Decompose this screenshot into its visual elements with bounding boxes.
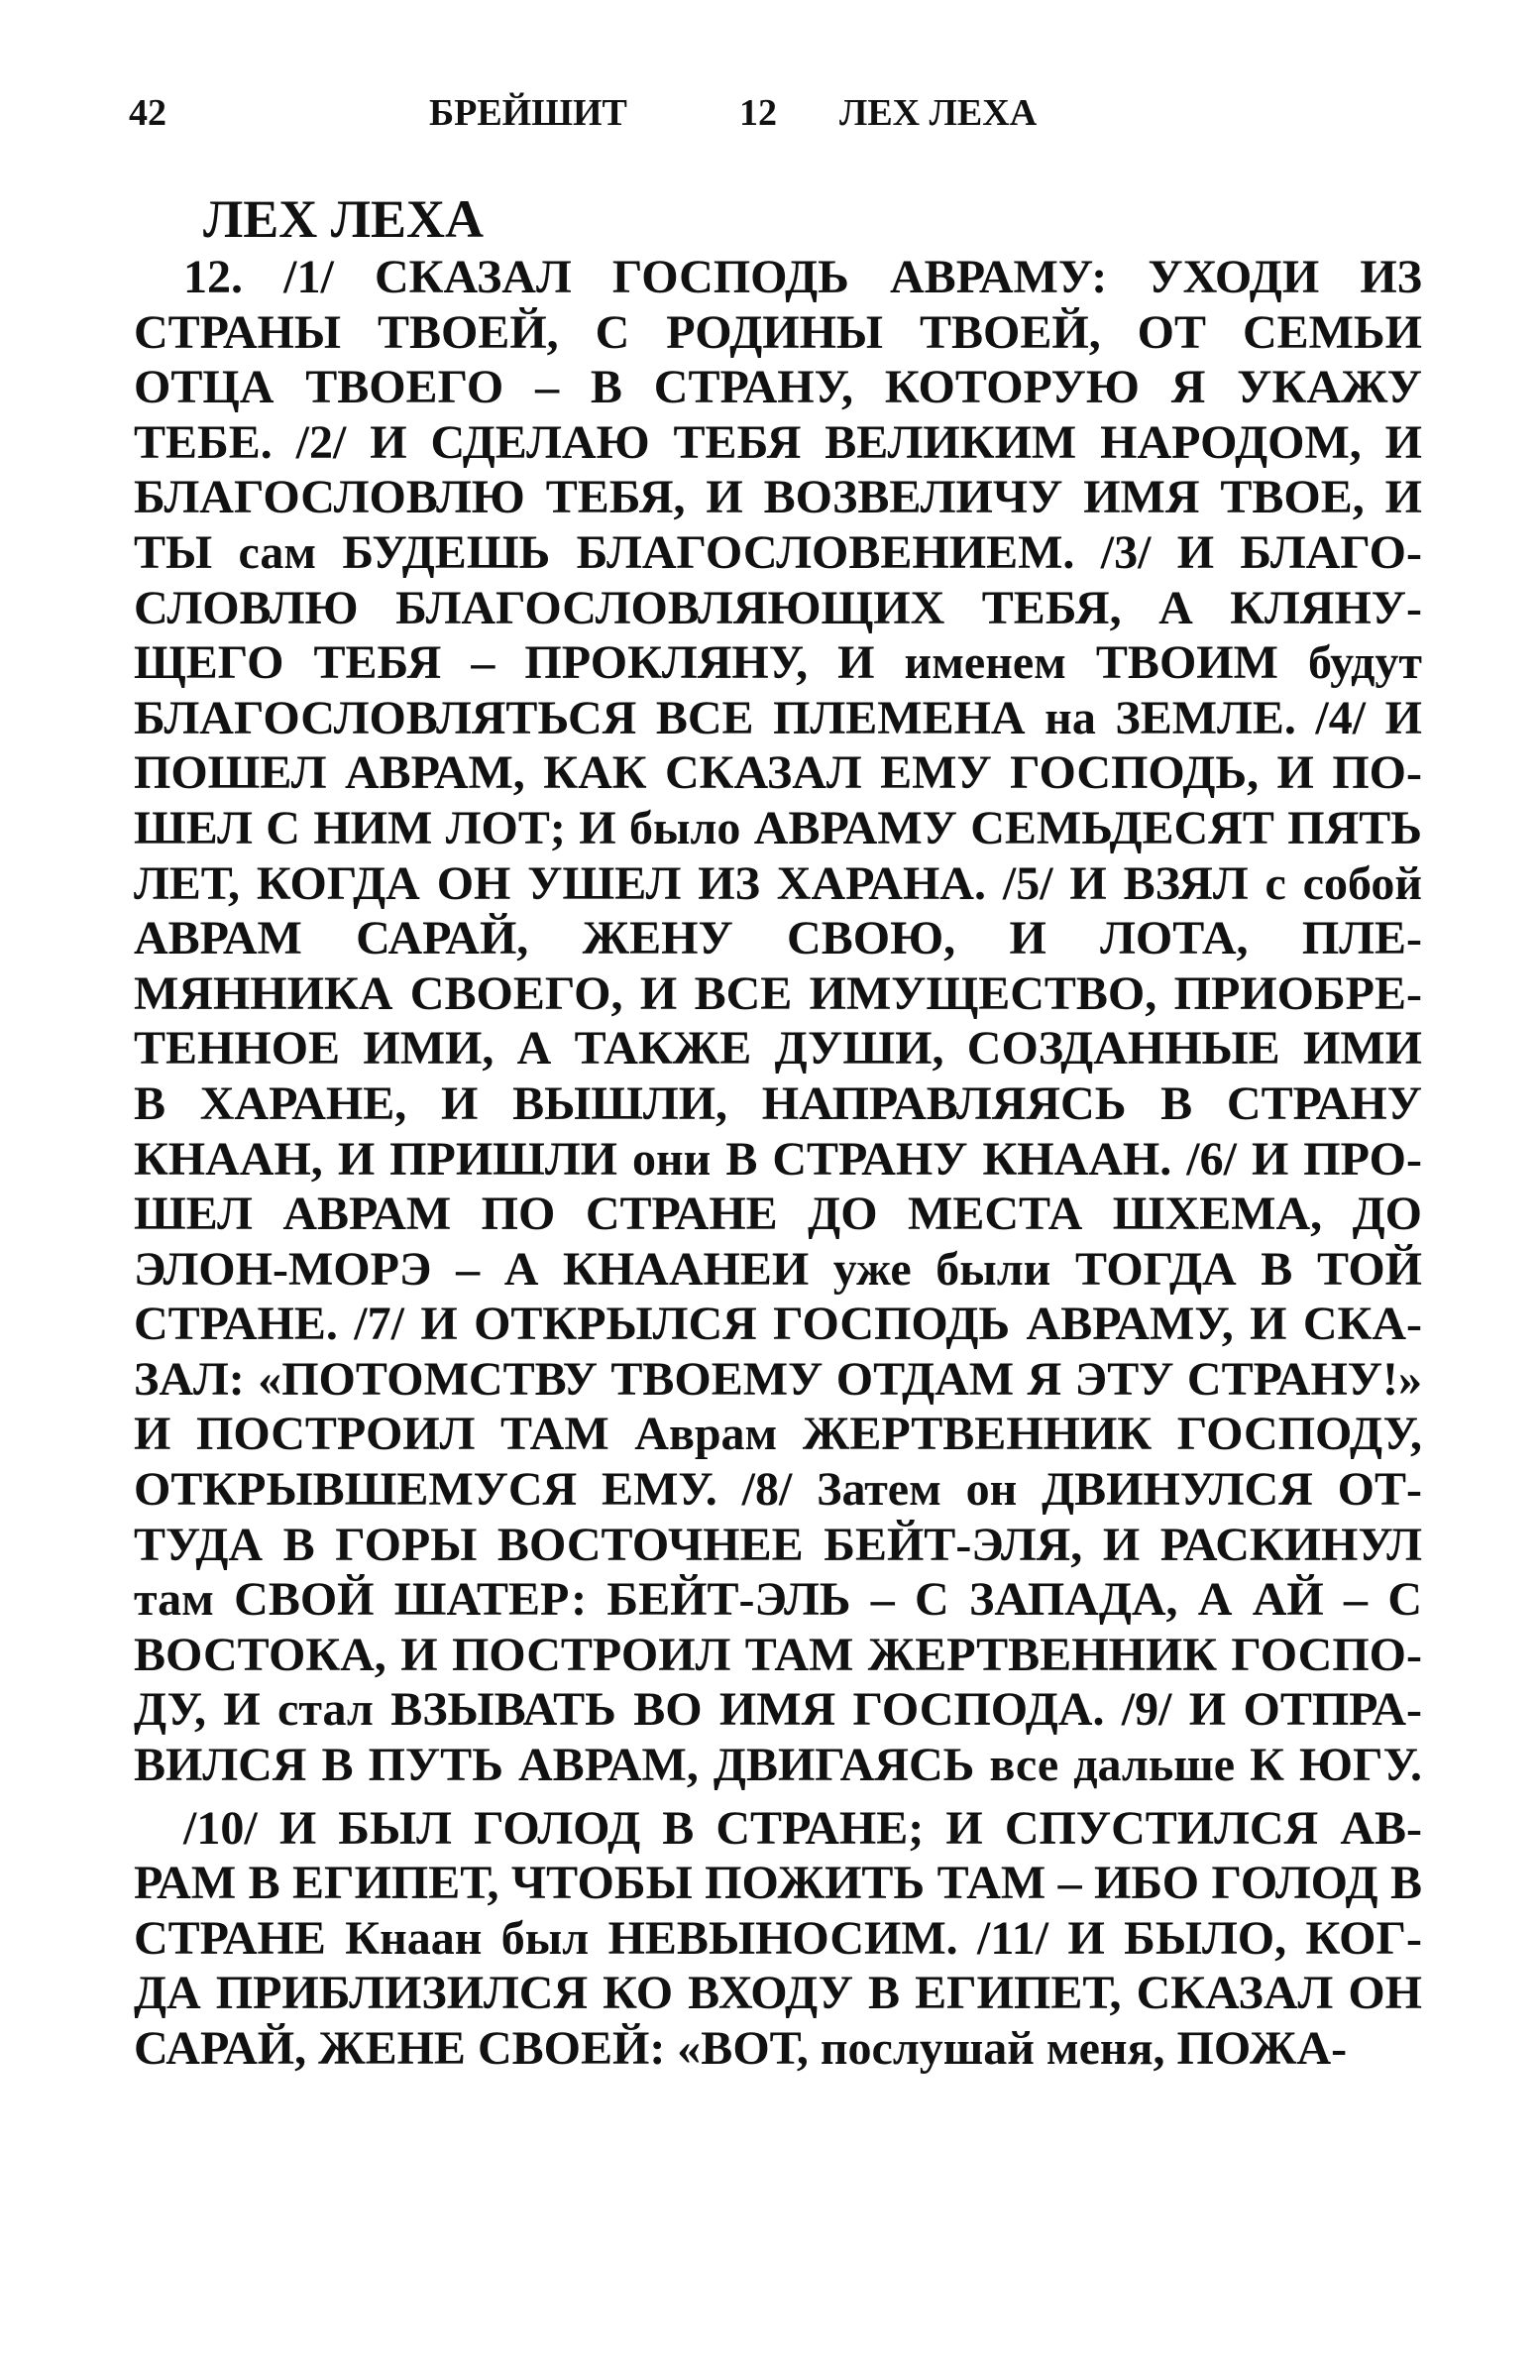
- text-line: СТРАНЕ Кнаан был НЕВЫНОСИМ. /11/ И БЫЛО, КОГ-: [134, 1911, 1422, 1965]
- text-line: ШЕЛ С НИМ ЛОТ; И было АВРАМУ СЕМЬДЕСЯТ ПЯТЬ: [134, 801, 1422, 854]
- body-text: [134, 250, 1422, 2077]
- text-line: ВОСТОКА, И ПОСТРОИЛ ТАМ ЖЕРТВЕННИК ГОСПО-: [134, 1628, 1422, 1681]
- text-line: СЛОВЛЮ БЛАГОСЛОВЛЯЮЩИХ ТЕБЯ, А КЛЯНУ-: [134, 581, 1422, 634]
- text-line: ЛЕТ, КОГДА ОН УШЕЛ ИЗ ХАРАНА. /5/ И ВЗЯЛ с собой: [134, 856, 1422, 910]
- text-line: СТРАНЫ ТВОЕЙ, С РОДИНЫ ТВОЕЙ, ОТ СЕМЬИ: [134, 305, 1422, 359]
- text-line: И ПОСТРОИЛ ТАМ Аврам ЖЕРТВЕННИК ГОСПОДУ,: [134, 1408, 1422, 1461]
- book-title: БРЕЙШИТ: [429, 92, 627, 134]
- text-line: В ХАРАНЕ, И ВЫШЛИ, НАПРАВЛЯЯСЬ В СТРАНУ: [134, 1077, 1422, 1130]
- text-line: 12. /1/ СКАЗАЛ ГОСПОДЬ АВРАМУ: УХОДИ ИЗ: [183, 251, 1422, 303]
- text-line: /10/ И БЫЛ ГОЛОД В СТРАНЕ; И СПУСТИЛСЯ АВ-: [183, 1801, 1422, 1855]
- text-line: САРАЙ, ЖЕНЕ СВОЕЙ: «ВОТ, послушай меня, ПОЖА-: [134, 2022, 1348, 2075]
- text-line: РАМ В ЕГИПЕТ, ЧТОБЫ ПОЖИТЬ ТАМ – ИБО ГОЛОД В: [134, 1857, 1422, 1910]
- text-line: ТУДА В ГОРЫ ВОСТОЧНЕЕ БЕЙТ-ЭЛЯ, И РАСКИНУЛ: [134, 1518, 1422, 1571]
- text-line: ТЫ сам БУДЕШЬ БЛАГОСЛОВЕНИЕМ. /3/ И БЛАГО-: [134, 525, 1422, 579]
- text-line: ШЕЛ АВРАМ ПО СТРАНЕ ДО МЕСТА ШХЕМА, ДО: [134, 1188, 1422, 1241]
- text-line: БЛАГОСЛОВЛЯТЬСЯ ВСЕ ПЛЕМЕНА на ЗЕМЛЕ. /4/ И: [134, 691, 1422, 744]
- text-line: КНААН, И ПРИШЛИ они В СТРАНУ КНААН. /6/ И ПРО-: [134, 1132, 1422, 1186]
- text-line: АВРАМ САРАЙ, ЖЕНУ СВОЮ, И ЛОТА, ПЛЕ-: [134, 912, 1422, 965]
- text-line: ДА ПРИБЛИЗИЛСЯ КО ВХОДУ В ЕГИПЕТ, СКАЗАЛ ОН: [134, 1967, 1422, 2020]
- text-line: ТЕННОЕ ИМИ, А ТАКЖЕ ДУШИ, СОЗДАННЫЕ ИМИ: [134, 1022, 1422, 1076]
- parsha-title: ЛЕХ ЛЕХА: [839, 92, 1038, 134]
- text-line: ПОШЕЛ АВРАМ, КАК СКАЗАЛ ЕМУ ГОСПОДЬ, И ПО-: [134, 746, 1422, 800]
- text-line: ТЕБЕ. /2/ И СДЕЛАЮ ТЕБЯ ВЕЛИКИМ НАРОДОМ, И: [134, 415, 1422, 469]
- text-line: ЩЕГО ТЕБЯ – ПРОКЛЯНУ, И именем ТВОИМ будут: [134, 636, 1422, 690]
- text-line: СТРАНЕ. /7/ И ОТКРЫЛСЯ ГОСПОДЬ АВРАМУ, И СКА-: [134, 1298, 1422, 1351]
- chapter-number: 12: [739, 92, 777, 134]
- running-header: [129, 91, 1417, 141]
- text-line: ОТКРЫВШЕМУСЯ ЕМУ. /8/ Затем он ДВИНУЛСЯ ОТ-: [134, 1463, 1422, 1517]
- text-line: ЭЛОН-МОРЭ – А КНААНЕИ уже были ТОГДА В ТОЙ: [134, 1242, 1422, 1296]
- text-line: МЯННИКА СВОЕГО, И ВСЕ ИМУЩЕСТВО, ПРИОБРЕ-: [134, 966, 1422, 1020]
- text-line: ЗАЛ: «ПОТОМСТВУ ТВОЕМУ ОТДАМ Я ЭТУ СТРАНУ!»: [134, 1352, 1422, 1406]
- text-line: там СВОЙ ШАТЕР: БЕЙТ-ЭЛЬ – С ЗАПАДА, А АЙ – С: [134, 1573, 1422, 1627]
- text-line: ДУ, И стал ВЗЫВАТЬ ВО ИМЯ ГОСПОДА. /9/ И ОТПРА-: [134, 1683, 1422, 1737]
- section-title: ЛЕХ ЛЕХА: [203, 189, 484, 249]
- text-line: ОТЦА ТВОЕГО – В СТРАНУ, КОТОРУЮ Я УКАЖУ: [134, 361, 1422, 414]
- text-line: ВИЛСЯ В ПУТЬ АВРАМ, ДВИГАЯСЬ все дальше К ЮГУ.: [134, 1739, 1422, 1792]
- page-number: 42: [129, 92, 166, 134]
- text-line: БЛАГОСЛОВЛЮ ТЕБЯ, И ВОЗВЕЛИЧУ ИМЯ ТВОЕ, И: [134, 471, 1422, 524]
